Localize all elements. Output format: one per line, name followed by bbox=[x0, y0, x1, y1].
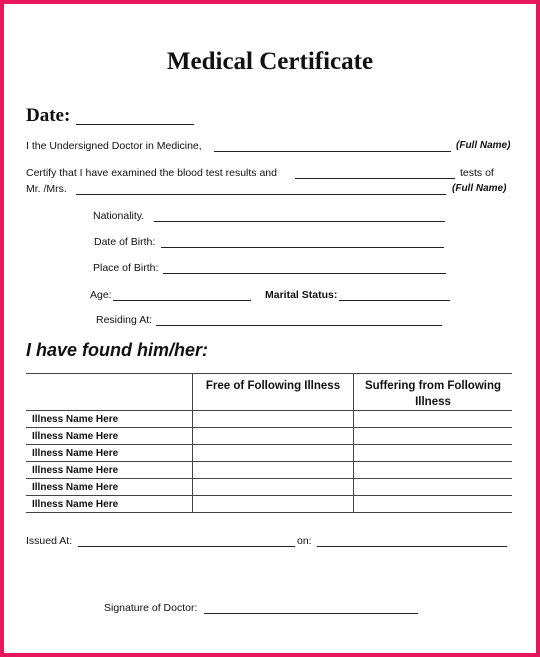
certify-line-label: Certify that I have examined the blood test results and bbox=[26, 167, 277, 179]
free-of-cell[interactable] bbox=[193, 411, 354, 428]
patient-name-hint: (Full Name) bbox=[452, 183, 507, 194]
table-row bbox=[26, 428, 512, 445]
issued-on-field[interactable] bbox=[317, 546, 507, 547]
table-row bbox=[26, 462, 512, 479]
tests-field[interactable] bbox=[295, 178, 455, 179]
table-row bbox=[26, 411, 512, 428]
free-of-cell[interactable] bbox=[193, 462, 354, 479]
suffering-from-cell[interactable] bbox=[354, 445, 513, 462]
found-heading: I have found him/her: bbox=[26, 340, 209, 360]
residing-label: Residing At: bbox=[96, 314, 153, 326]
suffering-from-cell[interactable] bbox=[354, 479, 513, 496]
doctor-line-label: I the Undersigned Doctor in Medicine, bbox=[26, 140, 202, 152]
tests-of-label: tests of bbox=[460, 167, 494, 179]
free-of-cell[interactable] bbox=[193, 496, 354, 513]
on-label: on: bbox=[297, 535, 312, 547]
free-of-cell[interactable] bbox=[193, 428, 354, 445]
pob-label: Place of Birth: bbox=[93, 262, 159, 274]
table-row bbox=[26, 479, 512, 496]
dob-label: Date of Birth: bbox=[94, 236, 156, 248]
age-label: Age: bbox=[90, 289, 112, 301]
signature-label: Signature of Doctor: bbox=[104, 602, 198, 614]
table-row bbox=[26, 496, 512, 513]
age-field[interactable] bbox=[113, 300, 251, 301]
illness-name-cell: Illness Name Here bbox=[26, 462, 193, 479]
suffering-from-cell[interactable] bbox=[354, 411, 513, 428]
suffering-from-cell[interactable] bbox=[354, 462, 513, 479]
doctor-name-field[interactable] bbox=[214, 151, 451, 152]
table-row bbox=[26, 445, 512, 462]
illness-name-cell: Illness Name Here bbox=[26, 479, 193, 496]
date-field[interactable] bbox=[76, 124, 194, 125]
pob-field[interactable] bbox=[163, 273, 446, 274]
issued-at-field[interactable] bbox=[78, 546, 295, 547]
patient-line-label: Mr. /Mrs. bbox=[26, 183, 67, 195]
residing-field[interactable] bbox=[156, 325, 442, 326]
certificate-page bbox=[4, 4, 536, 653]
table-header-blank bbox=[26, 374, 193, 411]
free-of-cell[interactable] bbox=[193, 445, 354, 462]
table-header-free: Free of Following Illness bbox=[193, 374, 354, 411]
issued-at-label: Issued At: bbox=[26, 535, 73, 547]
table-header-row bbox=[26, 374, 512, 411]
illness-table bbox=[26, 373, 512, 513]
suffering-from-cell[interactable] bbox=[354, 428, 513, 445]
illness-name-cell: Illness Name Here bbox=[26, 445, 193, 462]
marital-status-field[interactable] bbox=[339, 300, 450, 301]
marital-status-label: Marital Status: bbox=[265, 289, 338, 301]
date-label: Date: bbox=[26, 105, 71, 126]
page-title: Medical Certificate bbox=[166, 48, 374, 75]
nationality-field[interactable] bbox=[154, 221, 445, 222]
signature-field[interactable] bbox=[204, 613, 418, 614]
free-of-cell[interactable] bbox=[193, 479, 354, 496]
patient-name-field[interactable] bbox=[76, 194, 446, 195]
illness-name-cell: Illness Name Here bbox=[26, 496, 193, 513]
illness-name-cell: Illness Name Here bbox=[26, 411, 193, 428]
suffering-from-cell[interactable] bbox=[354, 496, 513, 513]
nationality-label: Nationality. bbox=[93, 210, 145, 222]
illness-name-cell: Illness Name Here bbox=[26, 428, 193, 445]
doctor-name-hint: (Full Name) bbox=[456, 140, 511, 151]
dob-field[interactable] bbox=[161, 247, 444, 248]
table-header-suffering: Suffering from Following Illness bbox=[354, 374, 513, 411]
